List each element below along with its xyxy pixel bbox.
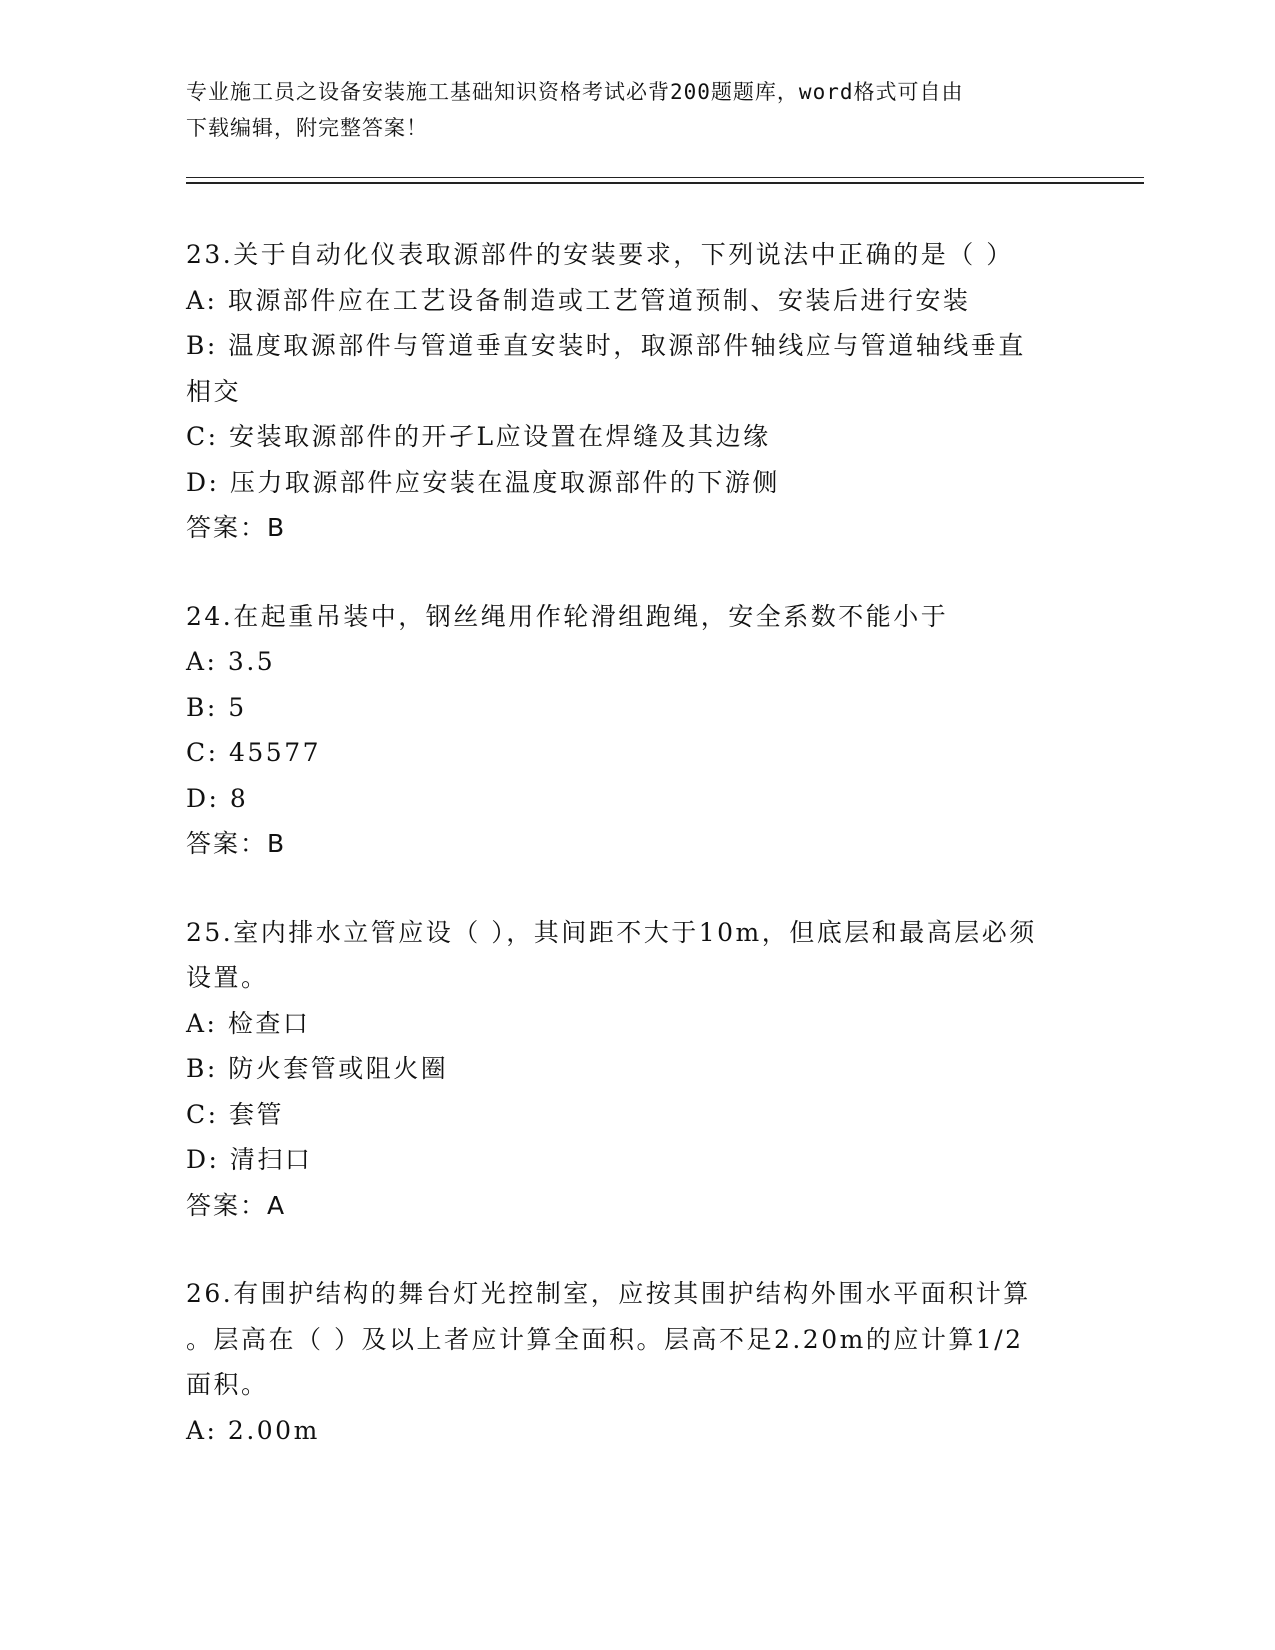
answer-label: 答案：B <box>186 513 287 542</box>
option-a: A: 取源部件应在工艺设备制造或工艺管道预制、安装后进行安装 <box>186 285 971 315</box>
option-b: B: 温度取源部件与管道垂直安装时，取源部件轴线应与管道轴线垂直 <box>186 331 1026 360</box>
answer-label: 答案：B <box>186 829 287 858</box>
option-a: A: 检查口 <box>186 1008 311 1038</box>
header-line-1: 专业施工员之设备安装施工基础知识资格考试必背200题题库，word格式可自由 <box>186 80 964 104</box>
option-c: C: 套管 <box>186 1099 284 1129</box>
question-25 <box>186 910 1086 1229</box>
option-c: C: 安装取源部件的开孑L应设置在焊缝及其边缘 <box>186 422 771 451</box>
option-d: D: 压力取源部件应安装在温度取源部件的下游侧 <box>186 467 780 497</box>
question-stem: 25.室内排水立管应设（ ），其间距不大于10m，但底层和最高层必须 <box>186 917 1037 947</box>
question-stem-continued: 。层高在（ ）及以上者应计算全面积。层高不足2.20m的应计算1/2 <box>186 1324 1024 1354</box>
option-a: A: 3.5 <box>186 647 276 676</box>
option-b-continued: 相交 <box>186 376 242 406</box>
question-stem: 26.有围护结构的舞台灯光控制室，应按其围护结构外围水平面积计算 <box>186 1279 1031 1308</box>
question-stem: 23.关于自动化仪表取源部件的安装要求，下列说法中正确的是（ ） <box>186 240 1014 269</box>
answer-label: 答案：A <box>186 1190 287 1220</box>
option-b: B: 防火套管或阻火圈 <box>186 1054 449 1083</box>
question-stem-continued: 面积。 <box>186 1370 269 1399</box>
question-24 <box>186 594 1086 867</box>
header-divider-thick <box>186 182 1144 184</box>
option-d: D: 8 <box>186 783 249 813</box>
option-c: C: 45577 <box>186 738 322 767</box>
header-divider-thin <box>186 177 1144 178</box>
question-23 <box>186 232 1086 551</box>
option-b: B: 5 <box>186 692 247 722</box>
question-26 <box>186 1271 1086 1453</box>
question-stem: 24.在起重吊装中，钢丝绳用作轮滑组跑绳，安全系数不能小于 <box>186 601 949 631</box>
option-d: D: 清扫口 <box>186 1145 313 1174</box>
question-stem-continued: 设置。 <box>186 963 269 992</box>
document-header <box>186 74 1066 146</box>
header-line-2: 下载编辑，附完整答案！ <box>186 116 428 140</box>
question-list <box>186 232 1086 1496</box>
option-a: A: 2.00m <box>186 1415 320 1445</box>
